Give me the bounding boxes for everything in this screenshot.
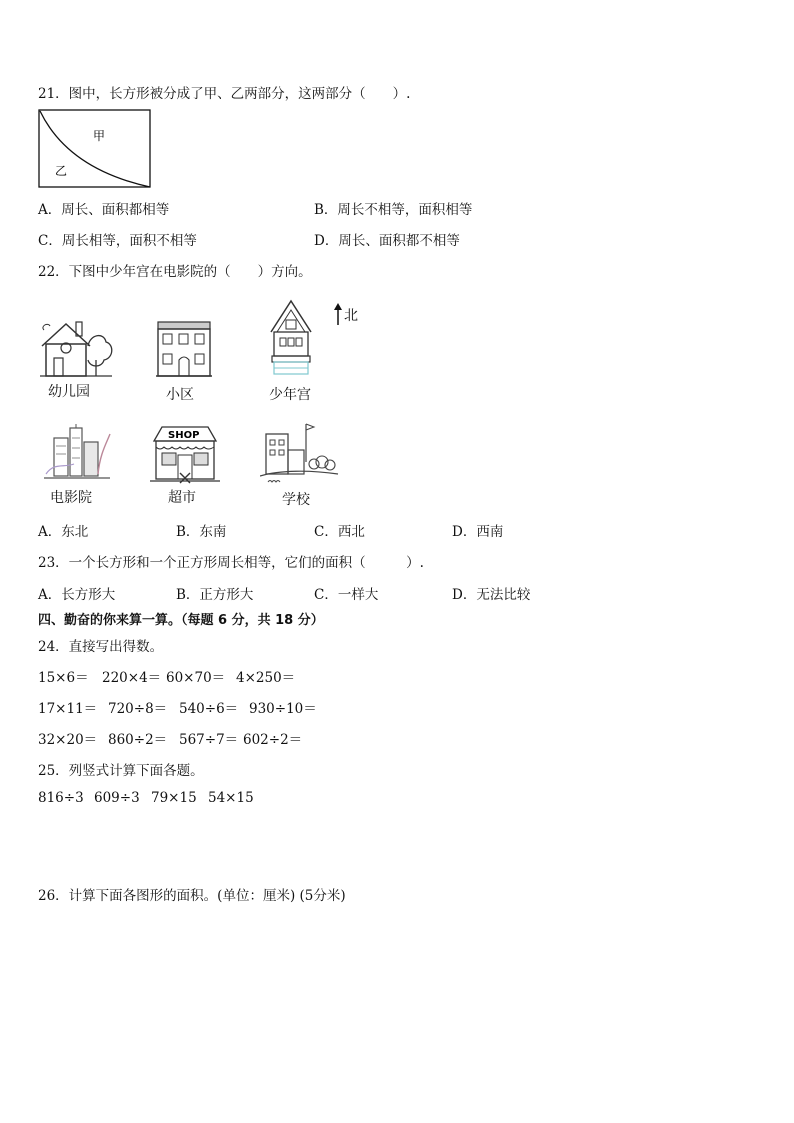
q24-stem: 24．直接写出得数。 xyxy=(38,639,164,655)
q24-item: 15×6＝ xyxy=(38,670,89,686)
q23-option-b: B．正方形大 xyxy=(176,587,254,603)
q23-option-c: C．一样大 xyxy=(314,587,379,603)
supermarket-icon xyxy=(148,425,222,485)
q24-item: 17×11＝ xyxy=(38,701,98,717)
cinema-icon xyxy=(44,424,112,486)
place-residential: 小区 xyxy=(166,387,194,403)
q25-item: 609÷3 xyxy=(94,790,140,806)
q24-item: 32×20＝ xyxy=(38,732,98,748)
shop-sign: SHOP xyxy=(168,430,200,441)
place-kindergarten: 幼儿园 xyxy=(48,384,90,400)
q22-option-c: C．西北 xyxy=(314,524,365,540)
q26-stem: 26．计算下面各图形的面积。(单位：厘米) (5分米) xyxy=(38,888,346,904)
place-cinema: 电影院 xyxy=(50,490,92,506)
north-label: 北 xyxy=(344,308,358,324)
residential-building-icon xyxy=(154,320,214,378)
q21-figure xyxy=(38,109,152,189)
q24-item: 720÷8＝ xyxy=(108,701,168,717)
q21-option-a: A．周长、面积都相等 xyxy=(38,202,170,218)
q24-item: 930÷10＝ xyxy=(249,701,317,717)
place-school: 学校 xyxy=(282,492,310,508)
north-arrow-icon xyxy=(332,302,344,326)
q22-option-d: D．西南 xyxy=(452,524,504,540)
school-icon xyxy=(260,420,340,486)
q25-stem: 25．列竖式计算下面各题。 xyxy=(38,763,204,779)
q24-item: 220×4＝ xyxy=(102,670,162,686)
q21-label-jia: 甲 xyxy=(93,129,106,143)
q23-option-a: A．长方形大 xyxy=(38,587,116,603)
q22-option-b: B．东南 xyxy=(176,524,227,540)
q24-item: 567÷7＝ xyxy=(179,732,239,748)
q24-item: 540÷6＝ xyxy=(179,701,239,717)
section-4-title: 四、勤奋的你来算一算。（每题 6 分，共 18 分） xyxy=(38,613,324,628)
q22-stem: 22．下图中少年宫在电影院的（ ）方向。 xyxy=(38,264,312,280)
kindergarten-icon xyxy=(36,316,116,380)
youth-palace-icon xyxy=(266,298,316,378)
q24-item: 4×250＝ xyxy=(236,670,296,686)
q25-item: 816÷3 xyxy=(38,790,84,806)
q21-option-c: C．周长相等，面积不相等 xyxy=(38,233,197,249)
q22-option-a: A．东北 xyxy=(38,524,89,540)
q21-option-b: B．周长不相等，面积相等 xyxy=(314,202,473,218)
q23-stem: 23．一个长方形和一个正方形周长相等，它们的面积（ ）. xyxy=(38,555,424,571)
q25-item: 79×15 xyxy=(151,790,197,806)
q21-label-yi: 乙 xyxy=(55,164,68,178)
place-youth-palace: 少年宫 xyxy=(269,387,311,403)
q24-item: 60×70＝ xyxy=(166,670,226,686)
q23-option-d: D．无法比较 xyxy=(452,587,531,603)
place-supermarket: 超市 xyxy=(168,490,196,506)
q24-item: 860÷2＝ xyxy=(108,732,168,748)
q21-option-d: D．周长、面积都不相等 xyxy=(314,233,460,249)
q21-stem: 21．图中，长方形被分成了甲、乙两部分，这两部分（ ）. xyxy=(38,86,411,102)
q25-item: 54×15 xyxy=(208,790,254,806)
q24-item: 602÷2＝ xyxy=(243,732,303,748)
